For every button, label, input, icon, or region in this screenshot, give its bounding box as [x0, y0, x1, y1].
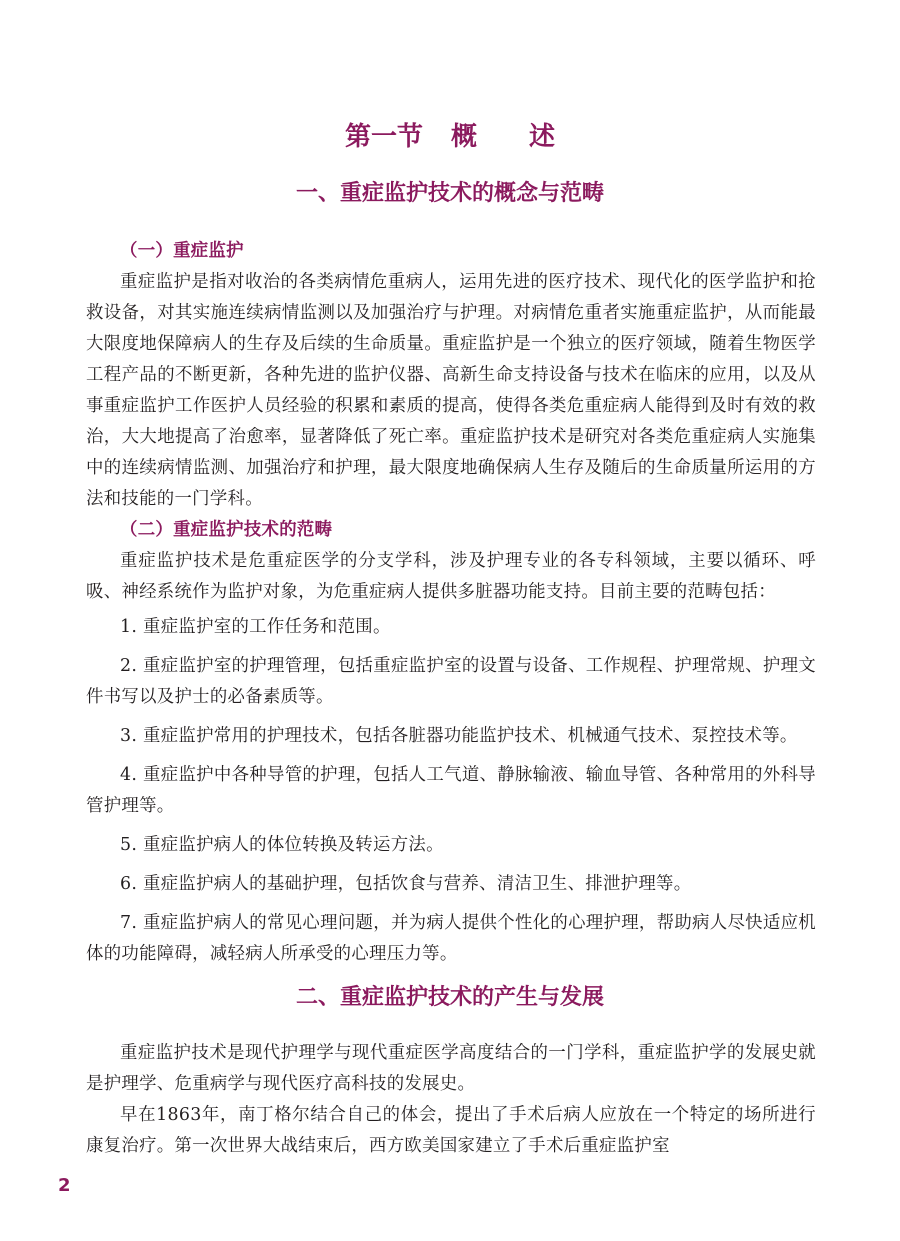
list-item-5: 5. 重症监护病人的体位转换及转运方法。 — [120, 835, 444, 855]
list-item-6: 6. 重症监护病人的基础护理，包括饮食与营养、清洁卫生、排泄护理等。 — [120, 874, 692, 894]
part1-heading: 一、重症监护技术的概念与范畴 — [295, 181, 604, 206]
section-title-char-1: 概 — [450, 122, 477, 152]
list-item-7: 7. 重症监护病人的常见心理问题，并为病人提供个性化的心理护理，帮助病人尽快适应机体的功能障碍，减轻病人所承受的心理压力等。 — [86, 913, 816, 964]
part2-heading: 二、重症监护技术的产生与发展 — [295, 985, 604, 1010]
part2-paragraph-1: 重症监护技术是现代护理学与现代重症医学高度结合的一门学科，重症监护学的发展史就是护理学、危重病学与现代医疗高科技的发展史。 — [86, 1043, 816, 1094]
list-item-3: 3. 重症监护常用的护理技术，包括各脏器功能监护技术、机械通气技术、泵控技术等。 — [120, 726, 798, 746]
page-number: 2 — [58, 1175, 71, 1196]
list-item-2: 2. 重症监护室的护理管理，包括重症监护室的设置与设备、工作规程、护理常规、护理文件书写以及护士的必备素质等。 — [86, 656, 816, 707]
part2-paragraph-2: 早在1863年，南丁格尔结合自己的体会，提出了手术后病人应放在一个特定的场所进行康复治疗。第一次世界大战结束后，西方欧美国家建立了手术后重症监护室 — [86, 1105, 816, 1156]
section-title — [0, 116, 900, 153]
list-item-1: 1. 重症监护室的工作任务和范围。 — [120, 617, 391, 637]
subsection-2-paragraph: 重症监护技术是危重症医学的分支学科，涉及护理专业的各专科领域，主要以循环、呼吸、神经系统作为监护对象，为危重症病人提供多脏器功能支持。目前主要的范畴包括： — [86, 551, 816, 602]
part1-content — [86, 236, 816, 978]
subsection-2-heading: （二）重症监护技术的范畴 — [120, 520, 333, 540]
section-title-char-2: 述 — [529, 122, 556, 152]
part2-content — [86, 1038, 816, 1162]
section-title-prefix: 第一节 — [344, 122, 423, 152]
list-item-4: 4. 重症监护中各种导管的护理，包括人工气道、静脉输液、输血导管、各种常用的外科导管护理等。 — [86, 765, 816, 816]
subsection-1-paragraph: 重症监护是指对收治的各类病情危重病人，运用先进的医疗技术、现代化的医学监护和抢救设备，对其实施连续病情监测以及加强治疗与护理。对病情危重者实施重症监护，从而能最大限度地保障病人的生存及后续的生命质量。重症监护是一个独立的医疗领域，随着生物医学工程产品的不断更新，各种先进的监护仪器、高新生命支持设备与技术在临床的应用，以及从事重症监护工作医护人员经验的积累和素质的提高，使得各类危重症病人能得到及时有效的救治，大大地提高了治愈率，显著降低了死亡率。重症监护技术是研究对各类危重症病人实施集中的连续病情监测、加强治疗和护理，最大限度地确保病人生存及随后的生命质量所运用的方法和技能的一门学科。 — [86, 272, 816, 509]
subsection-1-heading: （一）重症监护 — [120, 241, 244, 261]
